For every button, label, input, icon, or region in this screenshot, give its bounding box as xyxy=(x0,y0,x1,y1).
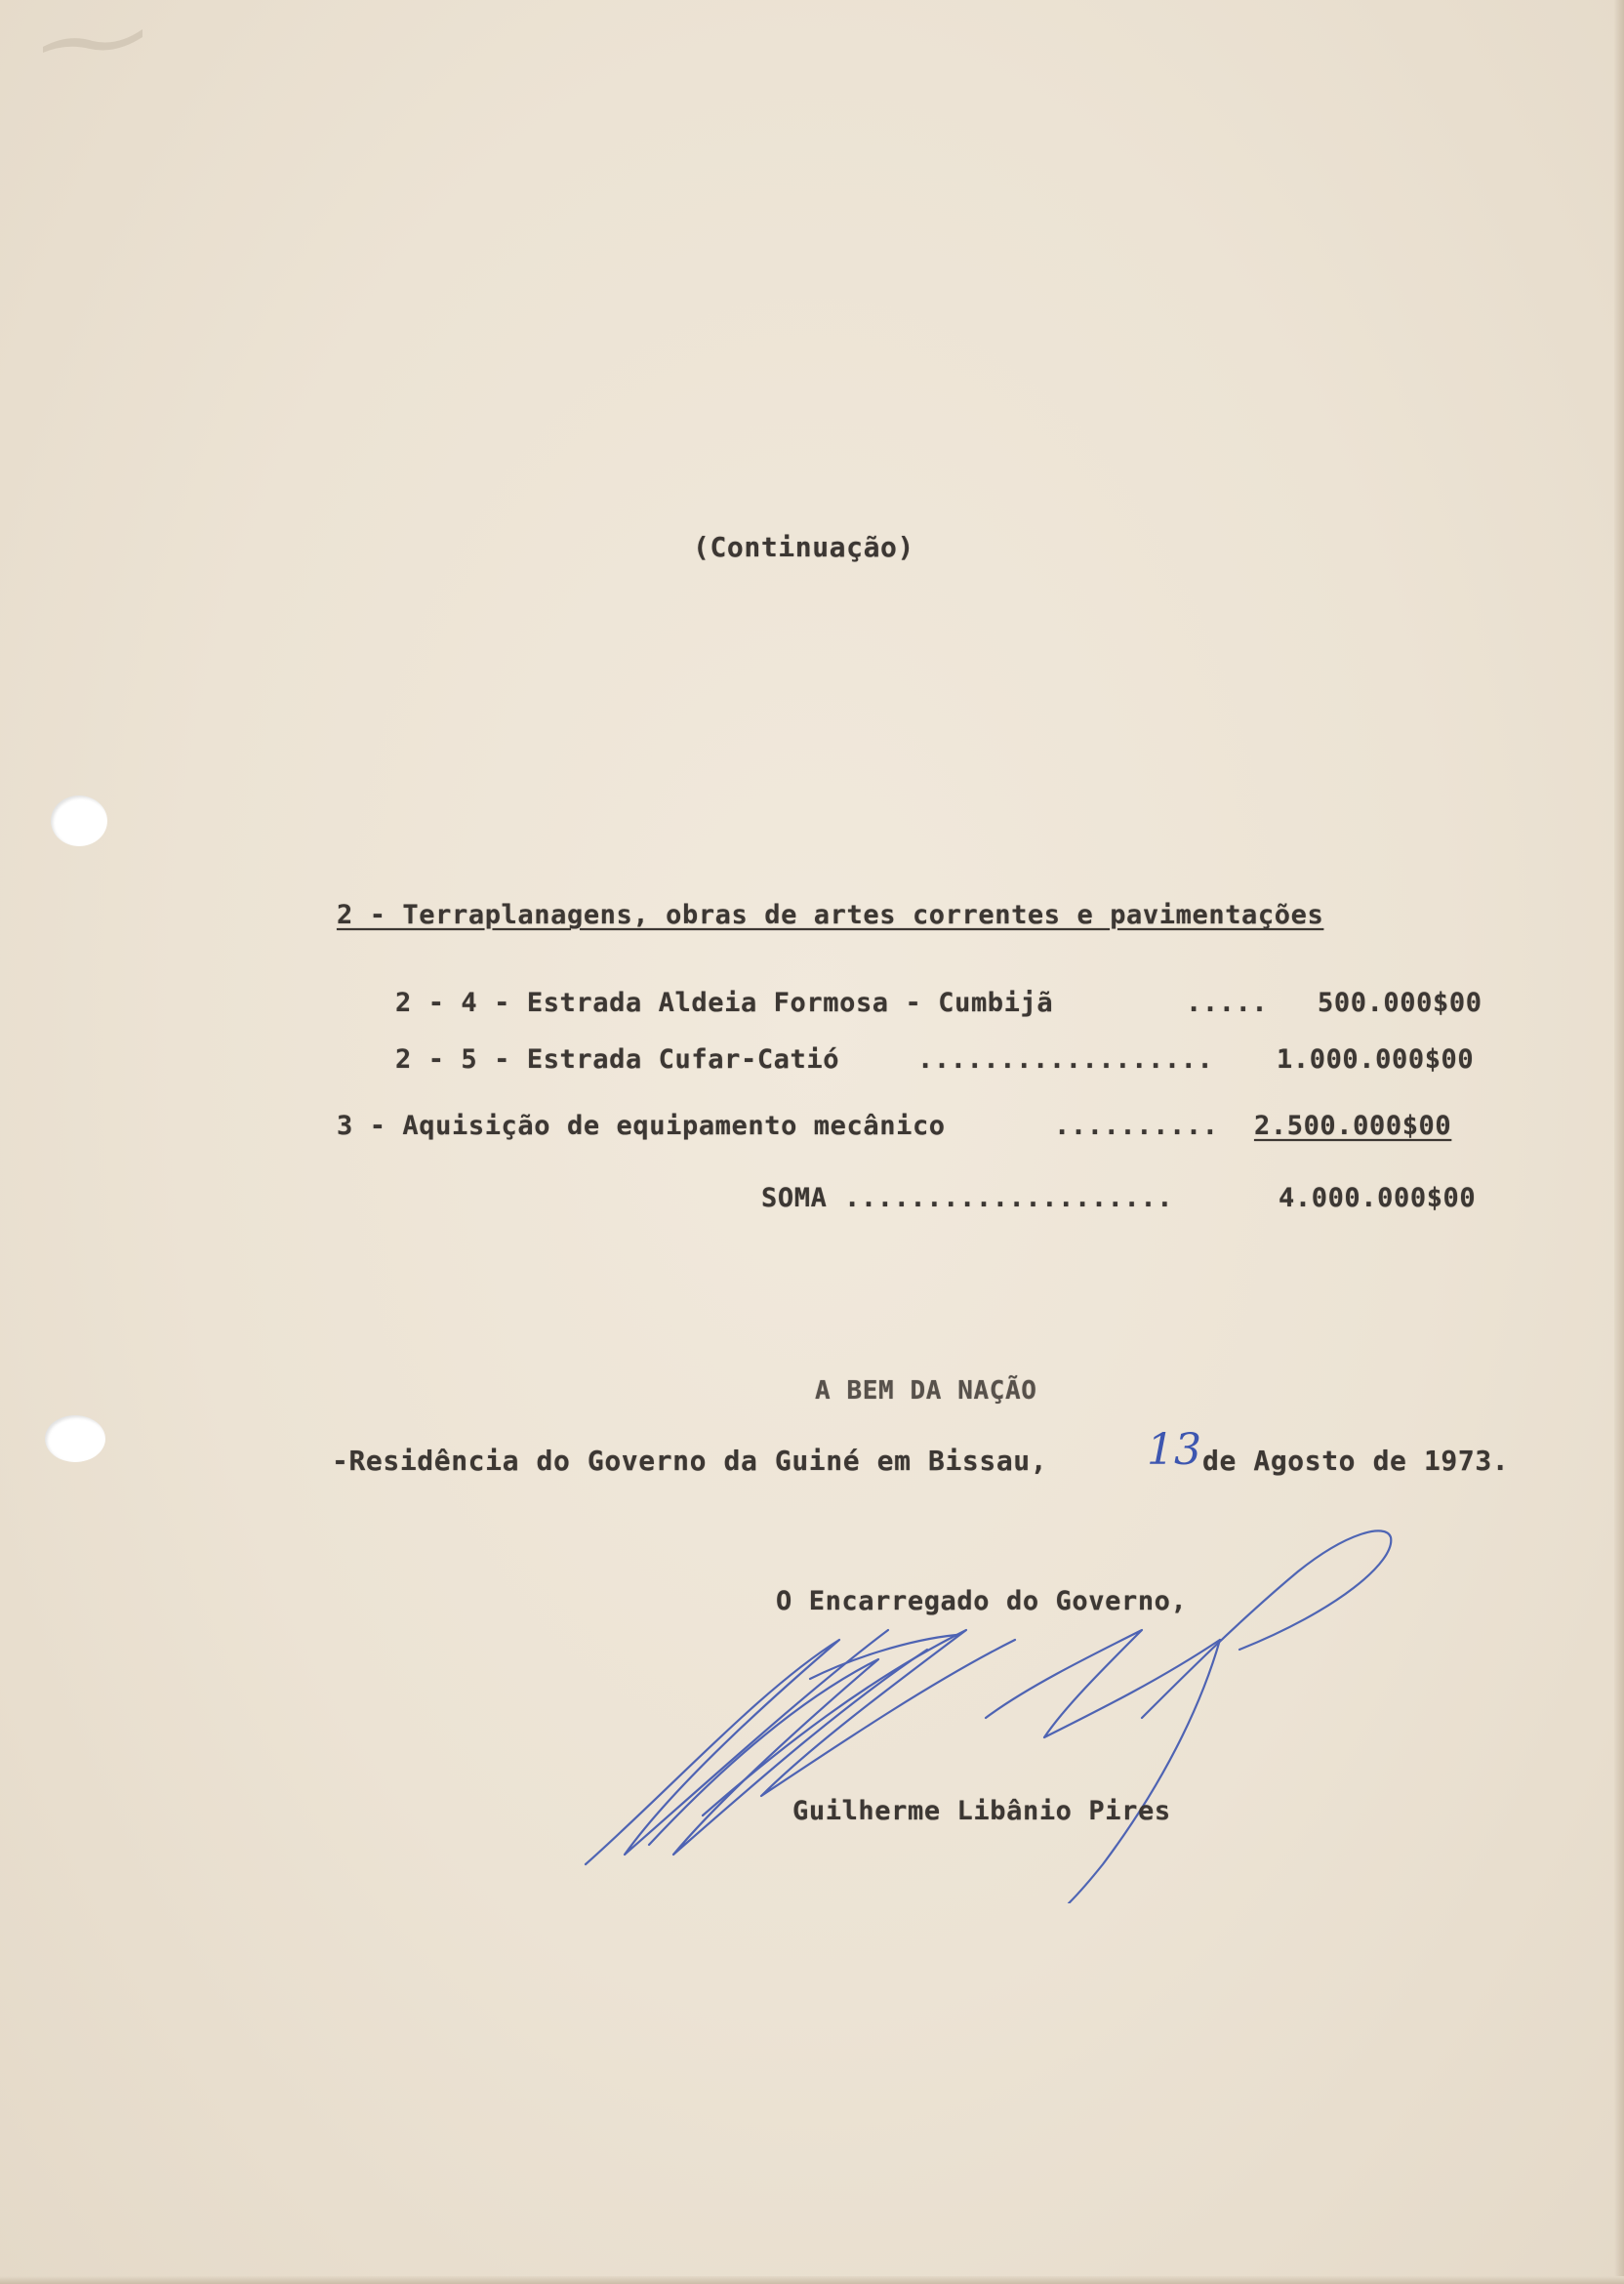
total-label: SOMA xyxy=(761,1183,828,1213)
item-2-4-leader-dots: ..... xyxy=(1186,988,1269,1018)
item-3-label: 3 - Aquisição de equipamento mecânico xyxy=(337,1111,946,1141)
punch-hole-bottom xyxy=(45,1415,105,1462)
corner-tear-mark xyxy=(39,12,146,61)
total-leader-dots: .................... xyxy=(844,1183,1174,1213)
item-2-5-label: 2 - 5 - Estrada Cufar-Catió xyxy=(395,1044,840,1075)
signatory-role: O Encarregado do Governo, xyxy=(776,1586,1188,1616)
closing-salutation: A BEM DA NAÇÃO xyxy=(815,1376,1037,1406)
section-2-heading: 2 - Terraplanagens, obras de artes correntes e pavimentações xyxy=(337,900,1324,930)
item-2-5-amount: 1.000.000$00 xyxy=(1277,1044,1475,1075)
handwritten-day: 13 xyxy=(1147,1425,1201,1475)
item-3-amount: 2.500.000$00 xyxy=(1254,1111,1452,1141)
total-amount: 4.000.000$00 xyxy=(1279,1183,1477,1213)
handwritten-signature xyxy=(556,1493,1435,1903)
paper-edge-bottom xyxy=(0,2276,1624,2284)
punch-hole-top xyxy=(51,795,107,846)
place-date-suffix: de Agosto de 1973. xyxy=(1202,1445,1510,1477)
item-2-4-label: 2 - 4 - Estrada Aldeia Formosa - Cumbijã xyxy=(395,988,1054,1018)
paper-edge-right xyxy=(1614,0,1624,2284)
item-2-5-leader-dots: .................. xyxy=(917,1044,1214,1075)
item-2-4-amount: 500.000$00 xyxy=(1318,988,1482,1018)
signatory-name: Guilherme Libânio Pires xyxy=(792,1796,1171,1826)
item-3-leader-dots: .......... xyxy=(1054,1111,1219,1141)
continuation-title: (Continuação) xyxy=(693,531,914,563)
place-date-prefix: -Residência do Governo da Guiné em Bissau, xyxy=(332,1445,1048,1477)
